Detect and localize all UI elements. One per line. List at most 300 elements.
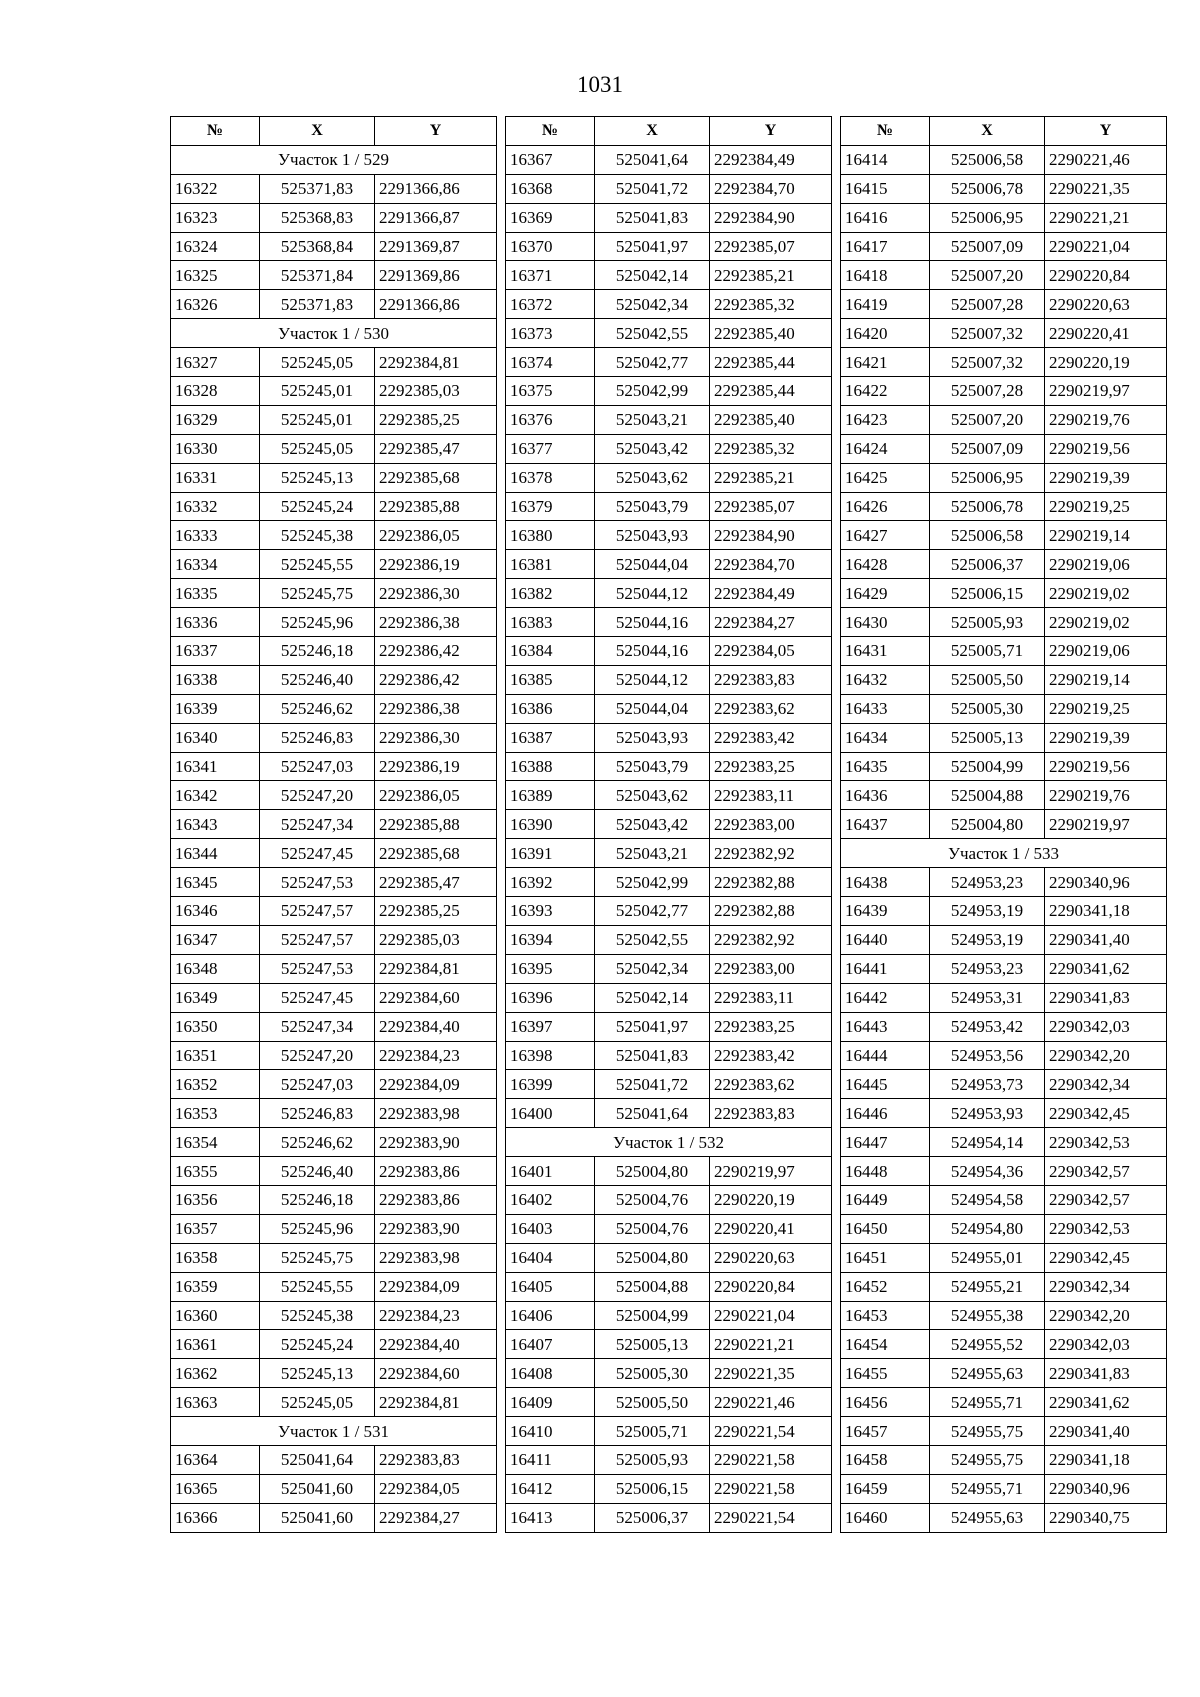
coord-y: 2290341,40 xyxy=(1045,925,1167,954)
coord-x: 524954,14 xyxy=(930,1128,1045,1157)
coord-x: 525007,28 xyxy=(930,377,1045,406)
coord-x: 524955,63 xyxy=(930,1503,1045,1532)
coord-y: 2292386,19 xyxy=(375,752,497,781)
table-row xyxy=(506,983,832,1012)
table-row xyxy=(506,521,832,550)
point-number: 16425 xyxy=(841,463,930,492)
coord-y: 2292386,42 xyxy=(375,665,497,694)
point-number: 16384 xyxy=(506,637,595,666)
table-row xyxy=(171,405,497,434)
coord-x: 525041,64 xyxy=(260,1445,375,1474)
point-number: 16393 xyxy=(506,897,595,926)
coord-y: 2292384,70 xyxy=(710,174,832,203)
coord-x: 525006,78 xyxy=(930,492,1045,521)
table-row xyxy=(506,232,832,261)
table-row xyxy=(841,1330,1167,1359)
coord-x: 525042,99 xyxy=(595,868,710,897)
header-number: № xyxy=(171,117,260,146)
section-title: Участок 1 / 532 xyxy=(506,1128,832,1157)
point-number: 16340 xyxy=(171,723,260,752)
coord-y: 2292385,21 xyxy=(710,463,832,492)
table-row xyxy=(171,752,497,781)
point-number: 16447 xyxy=(841,1128,930,1157)
coord-x: 525246,83 xyxy=(260,723,375,752)
table-row xyxy=(506,839,832,868)
point-number: 16365 xyxy=(171,1474,260,1503)
point-number: 16460 xyxy=(841,1503,930,1532)
coord-y: 2290221,46 xyxy=(710,1388,832,1417)
point-number: 16325 xyxy=(171,261,260,290)
coord-x: 525005,50 xyxy=(930,665,1045,694)
point-number: 16403 xyxy=(506,1214,595,1243)
coord-y: 2290220,41 xyxy=(1045,319,1167,348)
table-row xyxy=(841,608,1167,637)
coord-x: 525247,57 xyxy=(260,897,375,926)
coord-x: 525043,79 xyxy=(595,752,710,781)
coord-x: 525042,34 xyxy=(595,954,710,983)
coord-y: 2292384,23 xyxy=(375,1041,497,1070)
coord-x: 525246,40 xyxy=(260,665,375,694)
coord-y: 2290341,83 xyxy=(1045,1359,1167,1388)
coord-x: 525371,84 xyxy=(260,261,375,290)
table-row xyxy=(171,665,497,694)
table-row xyxy=(171,579,497,608)
coord-x: 525005,93 xyxy=(930,608,1045,637)
coord-y: 2290221,35 xyxy=(710,1359,832,1388)
table-row xyxy=(171,694,497,723)
coord-x: 525007,20 xyxy=(930,261,1045,290)
coord-y: 2292382,88 xyxy=(710,897,832,926)
table-row xyxy=(506,1157,832,1186)
coord-x: 524954,36 xyxy=(930,1157,1045,1186)
table-row xyxy=(171,1445,497,1474)
table-row xyxy=(171,434,497,463)
table-row xyxy=(171,897,497,926)
table-row xyxy=(841,1474,1167,1503)
table-row xyxy=(841,521,1167,550)
coord-x: 525044,04 xyxy=(595,550,710,579)
coord-x: 525004,80 xyxy=(595,1157,710,1186)
point-number: 16441 xyxy=(841,954,930,983)
point-number: 16411 xyxy=(506,1445,595,1474)
point-number: 16429 xyxy=(841,579,930,608)
coord-x: 525041,72 xyxy=(595,1070,710,1099)
table-row xyxy=(841,897,1167,926)
coord-y: 2290221,54 xyxy=(710,1417,832,1446)
coord-y: 2290342,34 xyxy=(1045,1272,1167,1301)
table-row xyxy=(171,1185,497,1214)
section-row xyxy=(171,145,497,174)
table-row xyxy=(841,550,1167,579)
table-row xyxy=(171,261,497,290)
coord-x: 525006,58 xyxy=(930,521,1045,550)
coord-y: 2291366,86 xyxy=(375,174,497,203)
coord-y: 2292384,60 xyxy=(375,983,497,1012)
point-number: 16333 xyxy=(171,521,260,550)
point-number: 16360 xyxy=(171,1301,260,1330)
table-row xyxy=(841,579,1167,608)
table-row xyxy=(506,1070,832,1099)
point-number: 16404 xyxy=(506,1243,595,1272)
point-number: 16322 xyxy=(171,174,260,203)
coord-x: 524955,01 xyxy=(930,1243,1045,1272)
table-row xyxy=(171,1388,497,1417)
table-row xyxy=(171,550,497,579)
coord-x: 524954,58 xyxy=(930,1185,1045,1214)
coord-y: 2290221,46 xyxy=(1045,145,1167,174)
coord-x: 525247,20 xyxy=(260,781,375,810)
table-row xyxy=(506,810,832,839)
coord-y: 2290219,39 xyxy=(1045,723,1167,752)
table-row xyxy=(841,319,1167,348)
table-row xyxy=(171,348,497,377)
table-row xyxy=(506,290,832,319)
coord-x: 525004,80 xyxy=(930,810,1045,839)
point-number: 16339 xyxy=(171,694,260,723)
coord-x: 524955,38 xyxy=(930,1301,1045,1330)
table-row xyxy=(841,1388,1167,1417)
coord-y: 2292386,30 xyxy=(375,579,497,608)
point-number: 16434 xyxy=(841,723,930,752)
coord-y: 2292384,81 xyxy=(375,1388,497,1417)
coord-y: 2292385,07 xyxy=(710,232,832,261)
coord-x: 525007,28 xyxy=(930,290,1045,319)
coord-y: 2290219,76 xyxy=(1045,781,1167,810)
section-title: Участок 1 / 529 xyxy=(171,145,497,174)
coord-x: 525042,14 xyxy=(595,983,710,1012)
point-number: 16412 xyxy=(506,1474,595,1503)
table-row xyxy=(506,868,832,897)
point-number: 16408 xyxy=(506,1359,595,1388)
coord-x: 525368,83 xyxy=(260,203,375,232)
coord-x: 525043,62 xyxy=(595,781,710,810)
coord-y: 2292383,98 xyxy=(375,1099,497,1128)
coord-y: 2290221,35 xyxy=(1045,174,1167,203)
coord-x: 525371,83 xyxy=(260,290,375,319)
point-number: 16326 xyxy=(171,290,260,319)
table-row xyxy=(506,405,832,434)
coord-y: 2292384,81 xyxy=(375,954,497,983)
point-number: 16391 xyxy=(506,839,595,868)
coord-y: 2292384,90 xyxy=(710,521,832,550)
coord-x: 524953,93 xyxy=(930,1099,1045,1128)
coord-x: 525007,09 xyxy=(930,232,1045,261)
coord-x: 525245,05 xyxy=(260,1388,375,1417)
point-number: 16424 xyxy=(841,434,930,463)
table-row xyxy=(841,1070,1167,1099)
coord-x: 525004,88 xyxy=(595,1272,710,1301)
coord-x: 524953,19 xyxy=(930,925,1045,954)
coord-y: 2290221,04 xyxy=(1045,232,1167,261)
table-row xyxy=(506,1388,832,1417)
coord-x: 525041,83 xyxy=(595,203,710,232)
point-number: 16394 xyxy=(506,925,595,954)
coord-x: 524955,71 xyxy=(930,1474,1045,1503)
section-row xyxy=(506,1128,832,1157)
point-number: 16367 xyxy=(506,145,595,174)
point-number: 16415 xyxy=(841,174,930,203)
coord-x: 525371,83 xyxy=(260,174,375,203)
table-row xyxy=(841,1243,1167,1272)
table-row xyxy=(841,983,1167,1012)
coord-y: 2292385,47 xyxy=(375,434,497,463)
table-row xyxy=(506,1099,832,1128)
coord-y: 2292383,42 xyxy=(710,1041,832,1070)
table-row xyxy=(171,1070,497,1099)
point-number: 16346 xyxy=(171,897,260,926)
coord-x: 525245,75 xyxy=(260,1243,375,1272)
coord-y: 2290221,54 xyxy=(710,1503,832,1532)
table-row xyxy=(841,1359,1167,1388)
point-number: 16390 xyxy=(506,810,595,839)
coord-y: 2290221,58 xyxy=(710,1474,832,1503)
point-number: 16420 xyxy=(841,319,930,348)
coord-x: 525042,14 xyxy=(595,261,710,290)
point-number: 16444 xyxy=(841,1041,930,1070)
coord-y: 2292385,32 xyxy=(710,290,832,319)
coord-y: 2292382,92 xyxy=(710,925,832,954)
coord-x: 525041,60 xyxy=(260,1503,375,1532)
coord-y: 2292383,11 xyxy=(710,781,832,810)
table-row xyxy=(841,434,1167,463)
coord-y: 2290342,57 xyxy=(1045,1157,1167,1186)
point-number: 16439 xyxy=(841,897,930,926)
table-row xyxy=(506,752,832,781)
coord-y: 2292383,25 xyxy=(710,1012,832,1041)
point-number: 16435 xyxy=(841,752,930,781)
table-row xyxy=(506,1417,832,1446)
table-row xyxy=(506,1474,832,1503)
table-row xyxy=(506,348,832,377)
point-number: 16449 xyxy=(841,1185,930,1214)
section-row xyxy=(171,319,497,348)
table-row xyxy=(506,1041,832,1070)
coord-x: 525043,79 xyxy=(595,492,710,521)
table-row xyxy=(171,868,497,897)
header-x: X xyxy=(595,117,710,146)
table-row xyxy=(506,1445,832,1474)
coord-x: 525044,04 xyxy=(595,694,710,723)
coord-y: 2292383,83 xyxy=(710,665,832,694)
coord-x: 525042,55 xyxy=(595,319,710,348)
table-row xyxy=(506,579,832,608)
coord-x: 525005,71 xyxy=(595,1417,710,1446)
point-number: 16324 xyxy=(171,232,260,261)
coord-x: 524955,63 xyxy=(930,1359,1045,1388)
coord-x: 525247,53 xyxy=(260,954,375,983)
point-number: 16341 xyxy=(171,752,260,781)
coord-x: 525005,71 xyxy=(930,637,1045,666)
table-row xyxy=(171,954,497,983)
table-row xyxy=(506,1012,832,1041)
coord-x: 525041,97 xyxy=(595,1012,710,1041)
coord-x: 525245,05 xyxy=(260,434,375,463)
coord-y: 2292384,09 xyxy=(375,1070,497,1099)
point-number: 16405 xyxy=(506,1272,595,1301)
point-number: 16370 xyxy=(506,232,595,261)
point-number: 16361 xyxy=(171,1330,260,1359)
point-number: 16445 xyxy=(841,1070,930,1099)
coord-x: 525247,53 xyxy=(260,868,375,897)
table-row xyxy=(841,492,1167,521)
point-number: 16385 xyxy=(506,665,595,694)
coordinates-table-left xyxy=(170,116,497,1533)
table-row xyxy=(171,1243,497,1272)
coord-x: 525005,50 xyxy=(595,1388,710,1417)
table-row xyxy=(841,1185,1167,1214)
coord-x: 524953,23 xyxy=(930,954,1045,983)
point-number: 16329 xyxy=(171,405,260,434)
point-number: 16413 xyxy=(506,1503,595,1532)
table-row xyxy=(506,1503,832,1532)
table-row xyxy=(506,1330,832,1359)
point-number: 16377 xyxy=(506,434,595,463)
coord-y: 2290219,76 xyxy=(1045,405,1167,434)
point-number: 16344 xyxy=(171,839,260,868)
header-y: Y xyxy=(375,117,497,146)
coord-y: 2292383,62 xyxy=(710,1070,832,1099)
table-row xyxy=(506,694,832,723)
section-row xyxy=(171,1417,497,1446)
table-row xyxy=(506,954,832,983)
point-number: 16428 xyxy=(841,550,930,579)
point-number: 16335 xyxy=(171,579,260,608)
coord-y: 2290219,25 xyxy=(1045,492,1167,521)
coord-x: 525007,09 xyxy=(930,434,1045,463)
coord-y: 2292384,60 xyxy=(375,1359,497,1388)
coord-y: 2292383,98 xyxy=(375,1243,497,1272)
point-number: 16410 xyxy=(506,1417,595,1446)
point-number: 16362 xyxy=(171,1359,260,1388)
coord-x: 525006,95 xyxy=(930,203,1045,232)
coord-y: 2290341,83 xyxy=(1045,983,1167,1012)
coord-y: 2290220,63 xyxy=(710,1243,832,1272)
point-number: 16364 xyxy=(171,1445,260,1474)
point-number: 16338 xyxy=(171,665,260,694)
table-row xyxy=(506,174,832,203)
coord-x: 525368,84 xyxy=(260,232,375,261)
point-number: 16389 xyxy=(506,781,595,810)
coord-x: 525245,55 xyxy=(260,550,375,579)
coord-y: 2292386,30 xyxy=(375,723,497,752)
coord-x: 524955,52 xyxy=(930,1330,1045,1359)
header-x: X xyxy=(930,117,1045,146)
table-row xyxy=(506,319,832,348)
table-row xyxy=(171,1041,497,1070)
coord-x: 525006,15 xyxy=(930,579,1045,608)
point-number: 16443 xyxy=(841,1012,930,1041)
coord-y: 2292384,81 xyxy=(375,348,497,377)
coord-x: 525006,58 xyxy=(930,145,1045,174)
coord-x: 525245,38 xyxy=(260,521,375,550)
coord-x: 525004,88 xyxy=(930,781,1045,810)
table-row xyxy=(171,1474,497,1503)
coord-x: 525004,99 xyxy=(595,1301,710,1330)
coord-x: 525006,15 xyxy=(595,1474,710,1503)
coord-y: 2292384,23 xyxy=(375,1301,497,1330)
coord-y: 2292383,83 xyxy=(375,1445,497,1474)
table-row xyxy=(506,897,832,926)
point-number: 16418 xyxy=(841,261,930,290)
point-number: 16336 xyxy=(171,608,260,637)
header-x: X xyxy=(260,117,375,146)
coord-y: 2290220,84 xyxy=(1045,261,1167,290)
coord-y: 2292385,44 xyxy=(710,348,832,377)
coord-y: 2292385,44 xyxy=(710,377,832,406)
coord-x: 524955,75 xyxy=(930,1445,1045,1474)
table-row xyxy=(506,377,832,406)
coord-x: 524955,75 xyxy=(930,1417,1045,1446)
coord-x: 525245,01 xyxy=(260,405,375,434)
coord-x: 525043,93 xyxy=(595,521,710,550)
table-row xyxy=(171,1012,497,1041)
point-number: 16419 xyxy=(841,290,930,319)
coord-x: 525042,55 xyxy=(595,925,710,954)
coord-x: 525043,21 xyxy=(595,405,710,434)
coord-y: 2290220,19 xyxy=(710,1185,832,1214)
coord-x: 525245,38 xyxy=(260,1301,375,1330)
table-row xyxy=(841,261,1167,290)
coord-x: 525043,42 xyxy=(595,434,710,463)
point-number: 16388 xyxy=(506,752,595,781)
point-number: 16421 xyxy=(841,348,930,377)
table-row xyxy=(171,1214,497,1243)
coord-x: 525043,62 xyxy=(595,463,710,492)
table-row xyxy=(171,174,497,203)
point-number: 16356 xyxy=(171,1185,260,1214)
coord-y: 2292383,86 xyxy=(375,1185,497,1214)
point-number: 16351 xyxy=(171,1041,260,1070)
table-row xyxy=(841,405,1167,434)
coord-y: 2290340,96 xyxy=(1045,1474,1167,1503)
table-row xyxy=(841,1301,1167,1330)
coord-x: 525041,60 xyxy=(260,1474,375,1503)
point-number: 16409 xyxy=(506,1388,595,1417)
coord-y: 2290219,56 xyxy=(1045,752,1167,781)
coord-y: 2290341,18 xyxy=(1045,897,1167,926)
coord-x: 525245,55 xyxy=(260,1272,375,1301)
coord-x: 524955,71 xyxy=(930,1388,1045,1417)
point-number: 16380 xyxy=(506,521,595,550)
coord-y: 2290219,97 xyxy=(710,1157,832,1186)
table-row xyxy=(171,810,497,839)
point-number: 16383 xyxy=(506,608,595,637)
header-number: № xyxy=(506,117,595,146)
coord-y: 2292384,40 xyxy=(375,1330,497,1359)
point-number: 16381 xyxy=(506,550,595,579)
point-number: 16397 xyxy=(506,1012,595,1041)
header-y: Y xyxy=(1045,117,1167,146)
point-number: 16432 xyxy=(841,665,930,694)
coord-y: 2292385,03 xyxy=(375,377,497,406)
table-row xyxy=(506,261,832,290)
point-number: 16440 xyxy=(841,925,930,954)
point-number: 16327 xyxy=(171,348,260,377)
coord-x: 525042,34 xyxy=(595,290,710,319)
coord-x: 525042,77 xyxy=(595,348,710,377)
table-row xyxy=(171,1272,497,1301)
point-number: 16348 xyxy=(171,954,260,983)
coord-y: 2292384,49 xyxy=(710,145,832,174)
point-number: 16387 xyxy=(506,723,595,752)
point-number: 16433 xyxy=(841,694,930,723)
point-number: 16448 xyxy=(841,1157,930,1186)
coord-x: 525005,13 xyxy=(595,1330,710,1359)
point-number: 16378 xyxy=(506,463,595,492)
coord-y: 2292382,92 xyxy=(710,839,832,868)
coord-y: 2290340,96 xyxy=(1045,868,1167,897)
point-number: 16456 xyxy=(841,1388,930,1417)
